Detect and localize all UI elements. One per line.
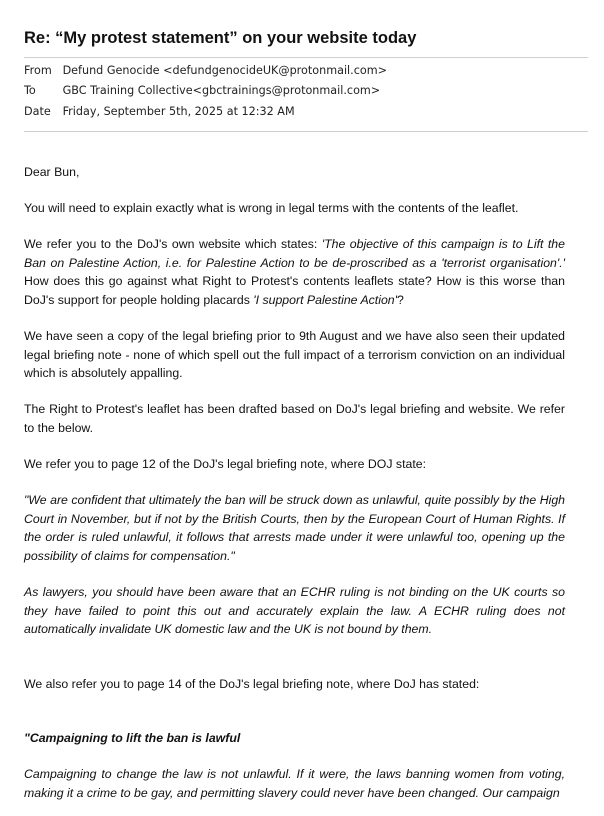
paragraph-7: We also refer you to page 14 of the DoJ's legal briefing note, where DoJ has stated: — [24, 677, 480, 691]
header-divider-bottom — [24, 131, 588, 132]
paragraph-5: We refer you to page 12 of the DoJ's legal briefing note, where DOJ state: — [24, 457, 426, 471]
paragraph-3: We have seen a copy of the legal briefing prior to 9th August and we have also seen their updated legal briefing note - none of which spell out the full impact of a terrorism conviction on an individual which is absolutely appalling. — [24, 329, 565, 380]
paragraph-2 — [24, 235, 565, 309]
paragraph-2-intro: We refer you to the DoJ's own website which states: — [24, 237, 322, 251]
email-subject: Re: “My protest statement” on your website today — [24, 29, 417, 47]
paragraph-4: The Right to Protest's leaflet has been drafted based on DoJ's legal briefing and website. We refer to the below. — [24, 402, 565, 435]
paragraph-2-question: How does this go against what Right to Protest's contents leaflets state? How is this worse than DoJ's support for people holding placards — [24, 274, 565, 307]
paragraph-1: You will need to explain exactly what is wrong in legal terms with the contents of the leaflet. — [24, 201, 519, 215]
to-label: To — [24, 84, 36, 97]
to-value[interactable]: GBC Training Collective<gbctrainings@protonmail.com> — [62, 84, 381, 97]
quote-page-14-text: Campaigning to change the law is not unlawful. If it were, the laws banning women from voting, making it a crime to be gay, and permitting slavery could never have been changed. Our campaign — [24, 767, 565, 800]
paragraph-2-end: ? — [396, 292, 404, 307]
from-label: From — [24, 64, 52, 77]
quote-page-12: "We are confident that ultimately the ban will be struck down as unlawful, quite possibly by the High Court in November, but if not by the British Courts, then by the European Court of Human Rights. If the order is ruled unlawful, it follows that arrests made under it were unlawful too, opening up the possibility of claims for compensation." — [24, 493, 565, 563]
date-value: Friday, September 5th, 2025 at 12:32 AM — [62, 105, 295, 118]
paragraph-6: As lawyers, you should have been aware that an ECHR ruling is not binding on the UK courts so they have failed to point this out and accurately explain the law. A ECHR ruling does not automatically invalidate UK domestic law and the UK is not bound by them. — [24, 585, 565, 636]
header-divider-top — [24, 57, 588, 58]
date-label: Date — [24, 105, 51, 118]
paragraph-2-quote-placard: 'I support Palestine Action' — [253, 292, 397, 307]
to-row — [24, 84, 380, 97]
from-row — [24, 64, 387, 77]
greeting: Dear Bun, — [24, 165, 80, 179]
paragraph-2-quote-objective: 'The objective of this campaign is to Lift the Ban on Palestine Action, i.e. for Palestine Action to be de-proscribed as a 'terrorist organisation'.' — [24, 237, 565, 270]
quote-page-14-heading: "Campaigning to lift the ban is lawful — [24, 731, 241, 745]
from-value[interactable]: Defund Genocide <defundgenocideUK@protonmail.com> — [62, 64, 387, 77]
date-row — [24, 105, 295, 118]
